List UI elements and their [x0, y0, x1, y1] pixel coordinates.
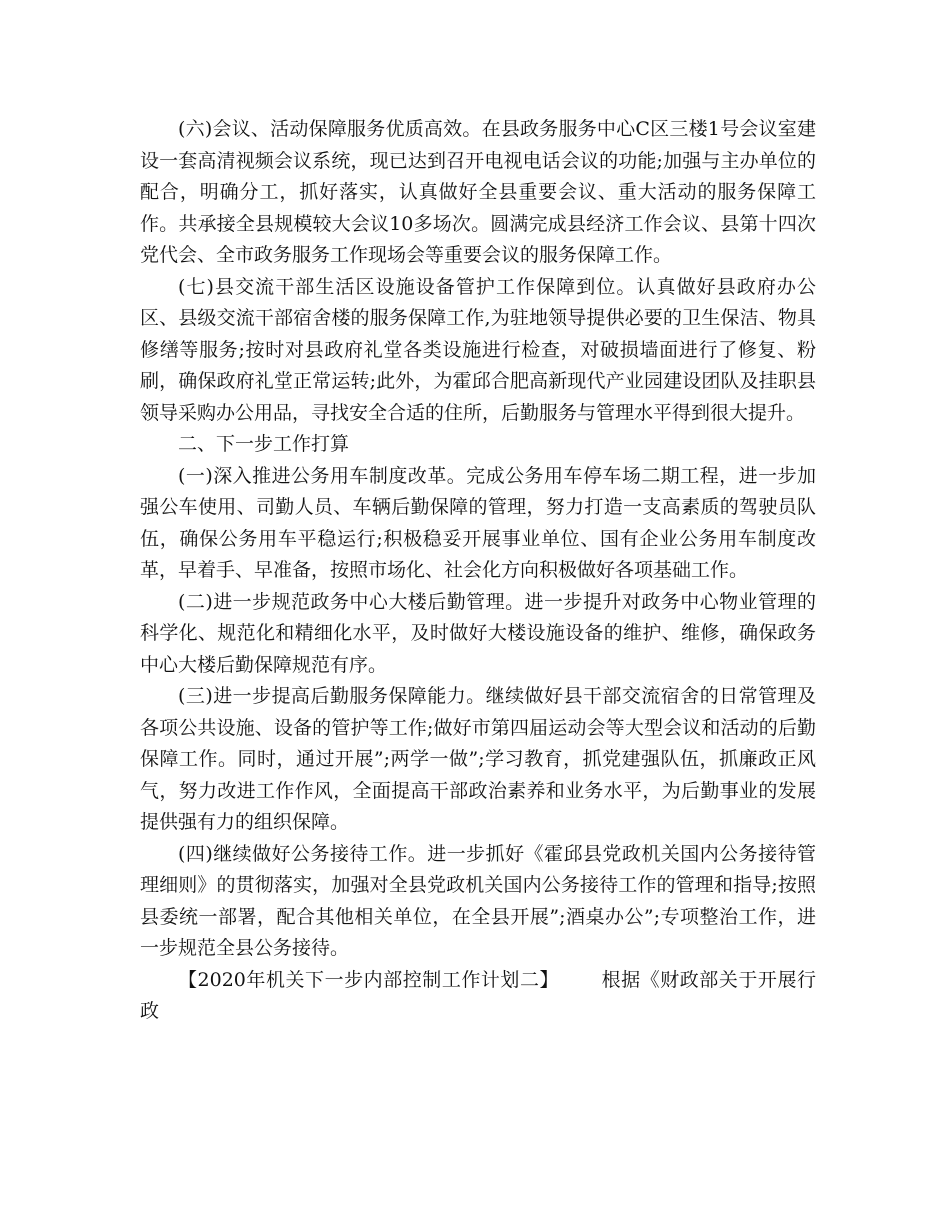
section-heading-next-steps: 二、下一步工作打算 — [178, 433, 350, 455]
paragraph-plan-two: (二)进一步规范政务中心大楼后勤管理。进一步提升对政务中心物业管理的科学化、规范化和精细化水平，及时做好大楼设施设备的维护、维修，确保政务中心大楼后勤保障规范有序。 — [140, 590, 816, 676]
paragraph-seven: (七)县交流干部生活区设施设备管护工作保障到位。认真做好县政府办公区、县级交流干部宿舍楼的服务保障工作,为驻地领导提供必要的卫生保洁、物具修缮等服务;按时对县政府礼堂各类设施进行检查，对破损墙面进行了修复、粉刷，确保政府礼堂正常运转;此外，为霍邱合肥高新现代产业园建设团队及挂职县领导采购办公用品，寻找安全合适的住所，后勤服务与管理水平得到很大提升。 — [140, 275, 816, 424]
next-article-line — [140, 965, 816, 1028]
next-article-text: 根据《财政部关于开展行政 — [140, 968, 816, 1022]
paragraph-six: (六)会议、活动保障服务优质高效。在县政务服务中心C区三楼1号会议室建设一套高清视频会议系统，现已达到召开电视电话会议的功能;加强与主办单位的配合，明确分工，抓好落实，认真做好全县重要会议、重大活动的服务保障工作。共承接全县规模较大会议10多场次。圆满完成县经济工作会议、县第十四次党代会、全市政务服务工作现场会等重要会议的服务保障工作。 — [140, 118, 816, 266]
document-body — [140, 114, 816, 1028]
paragraph-plan-one: (一)深入推进公务用车制度改革。完成公务用车停车场二期工程，进一步加强公车使用、司勤人员、车辆后勤保障的管理，努力打造一支高素质的驾驶员队伍，确保公务用车平稳运行;积极稳妥开展事业单位、国有企业公务用车制度改革，早着手、早准备，按照市场化、社会化方向积极做好各项基础工作。 — [140, 464, 816, 581]
next-article-title: 【2020年机关下一步内部控制工作计划二】 — [178, 968, 560, 991]
paragraph-plan-three: (三)进一步提高后勤服务保障能力。继续做好县干部交流宿舍的日常管理及各项公共设施、设备的管护等工作;做好市第四届运动会等大型会议和活动的后勤保障工作。同时，通过开展”;两学一做”;学习教育，抓党建强队伍，抓廉政正风气，努力改进工作作风，全面提高干部政治素养和业务水平，为后勤事业的发展提供强有力的组织保障。 — [140, 685, 816, 833]
paragraph-plan-four: (四)继续做好公务接待工作。进一步抓好《霍邱县党政机关国内公务接待管理细则》的贯彻落实，加强对全县党政机关国内公务接待工作的管理和指导;按照县委统一部署，配合其他相关单位，在全县开展”;酒桌办公”;专项整治工作，进一步规范全县公务接待。 — [140, 842, 816, 959]
